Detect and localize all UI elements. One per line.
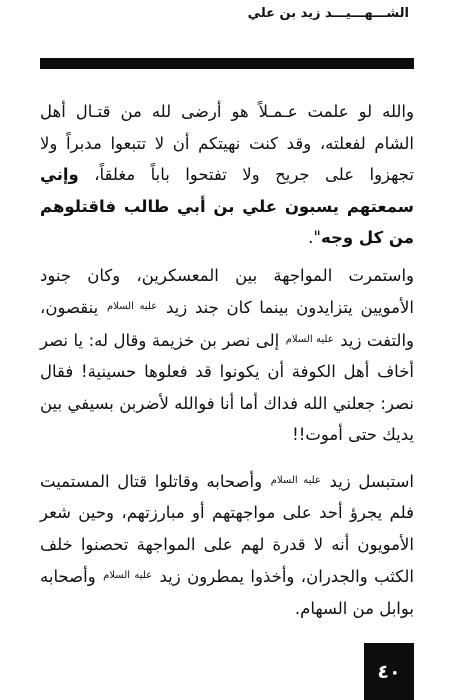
running-title: الشـــهـــيـــد زيد بن علي (247, 6, 409, 21)
paragraph-1 (40, 96, 414, 254)
honorific-symbol: عليه السلام (103, 570, 153, 581)
paragraph-1-closing: ". (308, 228, 321, 247)
page-number-text: ٤٠ (377, 660, 401, 683)
paragraph-1-text: والله لو علمت عـمـلاً هو أرضى لله من قتـال أهل الشام لفعلته، وقد كنت نهيتكم أن لا تتبعوا مدبراً ولا تجهزوا على جريح ولا تفتحوا باباً مغلقاً، (40, 102, 414, 184)
paragraph-3-text-1: استبسل زيد (329, 471, 414, 491)
paragraph-2 (40, 260, 414, 451)
paragraph-1-bold-text: وإني سمعتهم يسبون علي بن أبي طالب فاقتلوهم من كل وجه (40, 165, 414, 247)
paragraph-3-text-3: وأصحابه بوابل من السهام. (40, 567, 414, 618)
paragraph-3-text-2: وأصحابه وقاتلوا قتال المستميت فلم يجرؤ أحد على مواجهتهم أو مبارزتهم، وحين شعر الأمويون أنه لا قدرة لهم على المواجهة تحصنوا خلف الكثب والجدران، وأخذوا يمطرون زيد (40, 471, 415, 586)
honorific-symbol: عليه السلام (285, 333, 334, 345)
paragraph-3 (40, 465, 414, 625)
honorific-symbol: عليه السلام (106, 301, 158, 312)
page-body (40, 96, 414, 624)
page-number (364, 643, 414, 700)
header-rule (40, 58, 414, 69)
paragraph-2-text-2: ينقصون، والتفت زيد (40, 298, 415, 350)
honorific-symbol: عليه السلام (270, 474, 321, 486)
paragraph-2-text-1: واستمرت المواجهة بين المعسكرين، وكان جنود الأمويين يتزايدون بينما كان جند زيد (40, 265, 415, 317)
paragraph-2-text-3: إلى نصر بن خزيمة وقال له: يا نصر أخاف أهل الكوفة أن يكونوا قد فعلوها حسينية! فقال نصر: جعلني الله فداك أما أنا فوالله لأضربن بسيفي بين يديك حتى أموت!! (40, 330, 414, 444)
